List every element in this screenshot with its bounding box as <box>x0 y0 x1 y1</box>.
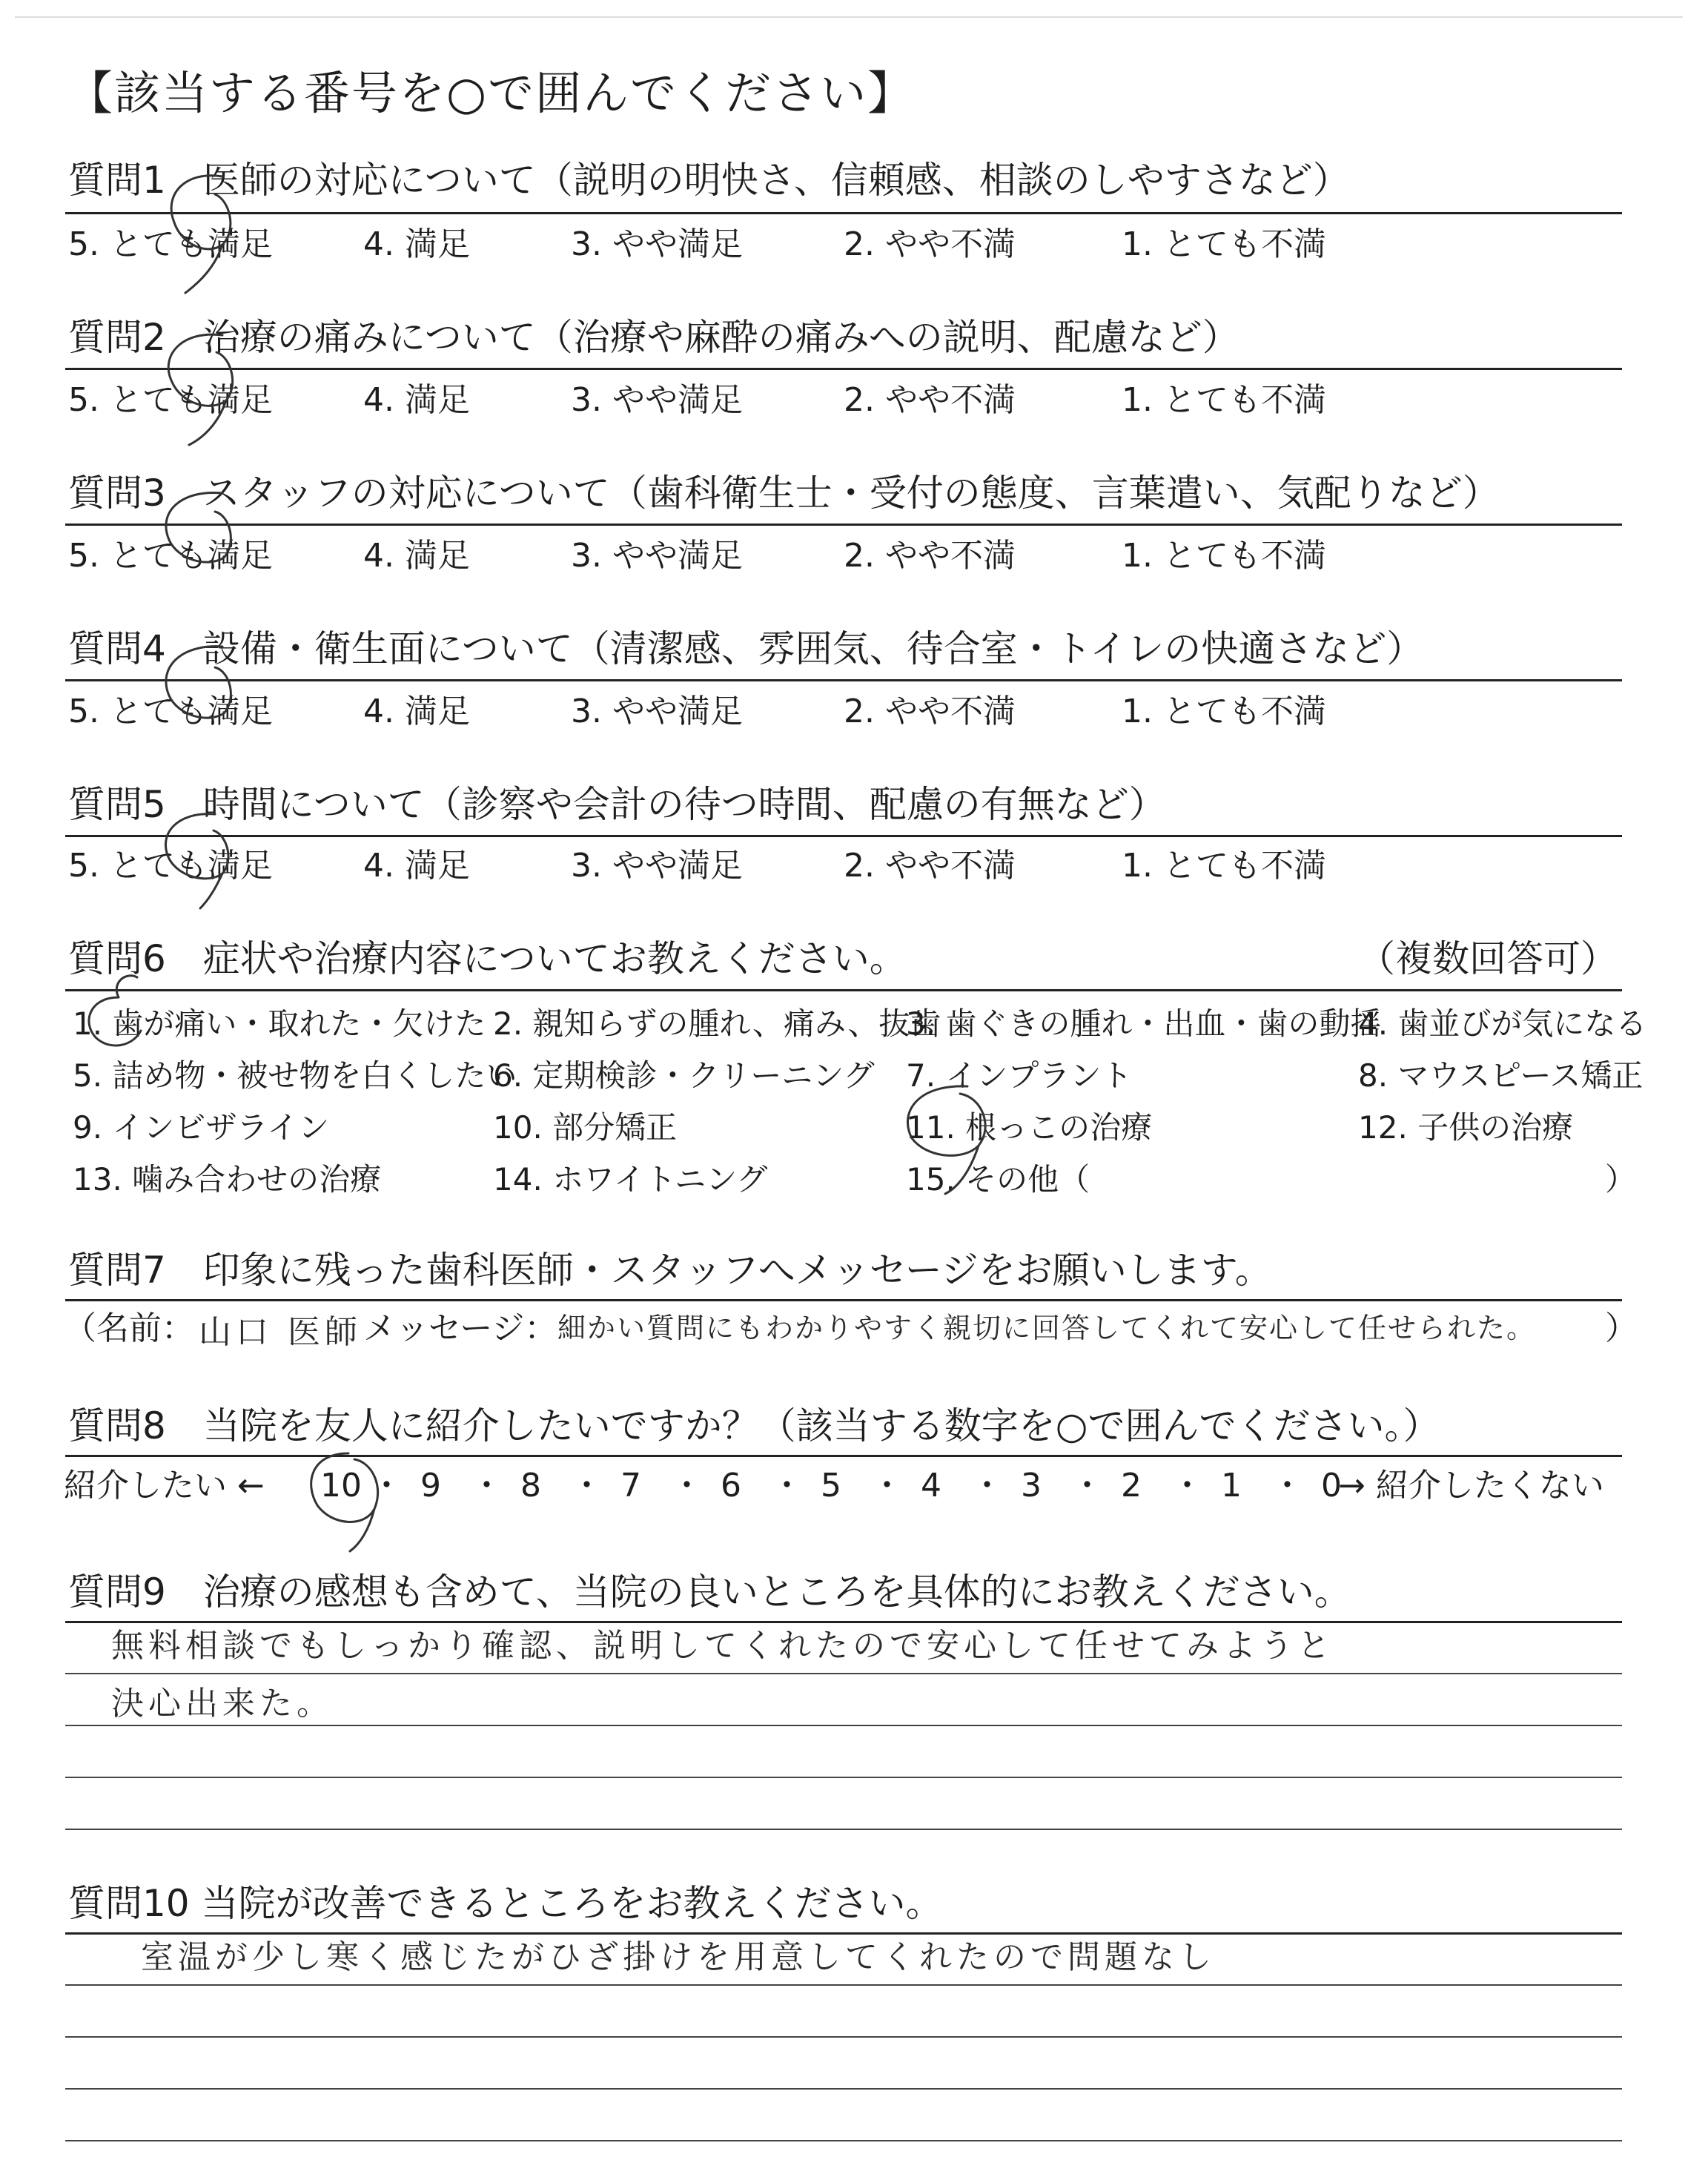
q9-title: 質問9 治療の感想も含めて、当院の良いところを具体的にお教えください。 <box>68 1571 1351 1614</box>
q10-rule-5 <box>65 2140 1622 2141</box>
q7-rule <box>65 1299 1622 1301</box>
q5-option-5[interactable]: 5. とても満足 <box>68 847 273 885</box>
q6-item-4[interactable]: 4. 歯並びが気になる <box>1358 1005 1647 1042</box>
q8-title: 質問8 当院を友人に紹介したいですか？（該当する数字を○で囲んでください。） <box>68 1404 1440 1447</box>
q6-item-2[interactable]: 2. 親知らずの腫れ、痛み、抜歯 <box>493 1005 941 1042</box>
q4-option-4[interactable]: 4. 満足 <box>363 693 470 730</box>
q1-title: 質問1 医師の対応について（説明の明快さ、信頼感、相談のしやすさなど） <box>68 159 1350 202</box>
q3-option-2[interactable]: 2. やや不満 <box>844 537 1016 575</box>
q6-rule <box>65 989 1622 991</box>
q6-title: 質問6 症状や治療内容についてお教えください。 <box>68 937 907 980</box>
q2-title: 質問2 治療の痛みについて（治療や麻酔の痛みへの説明、配慮など） <box>68 316 1239 359</box>
q8-scale-value-4[interactable]: 4 <box>921 1467 941 1505</box>
q8-scale-value-8[interactable]: 8 <box>520 1467 541 1505</box>
q6-item-14[interactable]: 14. ホワイトニング <box>493 1161 768 1198</box>
q8-scale-separator: ・ <box>1070 1467 1104 1505</box>
q8-scale-value-5[interactable]: 5 <box>821 1467 841 1505</box>
q4-option-2[interactable]: 2. やや不満 <box>844 693 1016 730</box>
page-heading: 【該当する番号を○で囲んでください】 <box>67 66 916 120</box>
q9-rule-1 <box>65 1621 1622 1623</box>
q1-option-4[interactable]: 4. 満足 <box>363 225 470 263</box>
q10-answer-line-1[interactable]: 室温が少し寒く感じたがひざ掛けを用意してくれたので問題なし <box>141 1938 1216 1976</box>
q2-rule <box>65 368 1622 370</box>
q6-item-1[interactable]: 1. 歯が痛い・取れた・欠けた <box>73 1005 486 1042</box>
q4-title: 質問4 設備・衛生面について（清潔感、雰囲気、待合室・トイレの快適さなど） <box>68 627 1424 670</box>
q6-other-close: ） <box>1605 1161 1637 1198</box>
q6-item-6[interactable]: 6. 定期検診・クリーニング <box>493 1057 875 1094</box>
q8-scale-separator: ・ <box>370 1467 403 1505</box>
q9-rule-2 <box>65 1673 1622 1674</box>
q2-option-1[interactable]: 1. とても不満 <box>1122 381 1326 419</box>
q6-item-7[interactable]: 7. インプラント <box>906 1057 1133 1094</box>
q6-item-10[interactable]: 10. 部分矯正 <box>493 1109 678 1146</box>
q1-rule <box>65 212 1622 214</box>
q5-option-1[interactable]: 1. とても不満 <box>1122 847 1326 885</box>
q3-option-4[interactable]: 4. 満足 <box>363 537 470 575</box>
q6-item-12[interactable]: 12. 子供の治療 <box>1358 1109 1574 1146</box>
q9-answer-line-2[interactable]: 決心出来た。 <box>111 1685 334 1723</box>
q3-option-5[interactable]: 5. とても満足 <box>68 537 273 575</box>
q1-option-3[interactable]: 3. やや満足 <box>571 225 743 263</box>
q3-rule <box>65 524 1622 526</box>
q10-rule-3 <box>65 2036 1622 2038</box>
q2-option-4[interactable]: 4. 満足 <box>363 381 470 419</box>
q8-scale-value-6[interactable]: 6 <box>721 1467 741 1505</box>
q9-rule-5 <box>65 1829 1622 1830</box>
q7-message-value[interactable]: 細かい質問にもわかりやすく親切に回答してくれて安心して任せられた。 <box>557 1312 1537 1344</box>
q8-right-label: → 紹介したくない <box>1338 1467 1604 1505</box>
q8-scale-value-2[interactable]: 2 <box>1121 1467 1142 1505</box>
q8-scale-separator: ・ <box>770 1467 804 1505</box>
q3-title: 質問3 スタッフの対応について（歯科衛生士・受付の態度、言葉遣い、気配りなど） <box>68 472 1500 515</box>
q6-item-13[interactable]: 13. 噛み合わせの治療 <box>73 1161 382 1198</box>
q4-option-5[interactable]: 5. とても満足 <box>68 693 273 730</box>
q10-title: 質問10 当院が改善できるところをお教えください。 <box>68 1882 943 1925</box>
q8-rule <box>65 1455 1622 1457</box>
q6-item-5[interactable]: 5. 詰め物・被せ物を白くしたい <box>73 1057 517 1094</box>
q6-multiple-note: （複数回答可） <box>1358 937 1618 980</box>
q5-title: 質問5 時間について（診察や会計の待つ時間、配慮の有無など） <box>68 783 1166 826</box>
q8-scale-value-0[interactable]: 0 <box>1321 1467 1342 1505</box>
q8-scale-separator: ・ <box>1271 1467 1304 1505</box>
q8-scale-separator: ・ <box>970 1467 1004 1505</box>
q7-close: ） <box>1605 1309 1638 1347</box>
q8-scale-value-7[interactable]: 7 <box>620 1467 641 1505</box>
q4-option-1[interactable]: 1. とても不満 <box>1122 693 1326 730</box>
q8-scale-separator: ・ <box>870 1467 904 1505</box>
q6-item-11[interactable]: 11. 根っこの治療 <box>906 1109 1153 1146</box>
q9-answer-line-1[interactable]: 無料相談でもしっかり確認、説明してくれたので安心して任せてみようと <box>111 1627 1334 1665</box>
q6-item-3[interactable]: 3. 歯ぐきの腫れ・出血・歯の動揺 <box>906 1005 1382 1042</box>
q6-item-9[interactable]: 9. インビザライン <box>73 1109 330 1146</box>
q2-option-3[interactable]: 3. やや満足 <box>571 381 743 419</box>
q8-scale-value-3[interactable]: 3 <box>1021 1467 1042 1505</box>
q7-title: 質問7 印象に残った歯科医師・スタッフへメッセージをお願いします。 <box>68 1249 1272 1292</box>
q8-scale-separator: ・ <box>570 1467 603 1505</box>
q9-rule-3 <box>65 1725 1622 1726</box>
q10-rule-1 <box>65 1932 1622 1935</box>
q2-option-2[interactable]: 2. やや不満 <box>844 381 1016 419</box>
q1-option-1[interactable]: 1. とても不満 <box>1122 225 1326 263</box>
q8-scale-separator: ・ <box>470 1467 503 1505</box>
top-border <box>15 16 1683 18</box>
q2-option-5[interactable]: 5. とても満足 <box>68 381 273 419</box>
q8-left-label: 紹介したい ← <box>64 1467 265 1505</box>
q7-message-label: メッセージ： <box>363 1309 557 1347</box>
q5-option-3[interactable]: 3. やや満足 <box>571 847 743 885</box>
q8-scale-value-9[interactable]: 9 <box>420 1467 441 1505</box>
q6-item-15[interactable]: 15. その他（ <box>906 1161 1090 1198</box>
q8-scale-separator: ・ <box>1171 1467 1204 1505</box>
q5-option-2[interactable]: 2. やや不満 <box>844 847 1016 885</box>
q6-item-8[interactable]: 8. マウスピース矯正 <box>1358 1057 1644 1094</box>
q4-option-3[interactable]: 3. やや満足 <box>571 693 743 730</box>
q8-scale-value-10[interactable]: 10 <box>320 1467 362 1505</box>
q9-rule-4 <box>65 1777 1622 1778</box>
q5-rule <box>65 835 1622 837</box>
q1-option-5[interactable]: 5. とても満足 <box>68 225 273 263</box>
q7-name-value[interactable]: 山口 医師 <box>199 1313 362 1351</box>
q8-scale-value-1[interactable]: 1 <box>1221 1467 1242 1505</box>
q7-name-label: （名前： <box>64 1309 194 1347</box>
q1-option-2[interactable]: 2. やや不満 <box>844 225 1016 263</box>
q10-rule-4 <box>65 2088 1622 2090</box>
q4-rule <box>65 679 1622 681</box>
q5-option-4[interactable]: 4. 満足 <box>363 847 470 885</box>
q3-option-3[interactable]: 3. やや満足 <box>571 537 743 575</box>
q8-scale-separator: ・ <box>670 1467 704 1505</box>
q3-option-1[interactable]: 1. とても不満 <box>1122 537 1326 575</box>
q10-rule-2 <box>65 1984 1622 1986</box>
